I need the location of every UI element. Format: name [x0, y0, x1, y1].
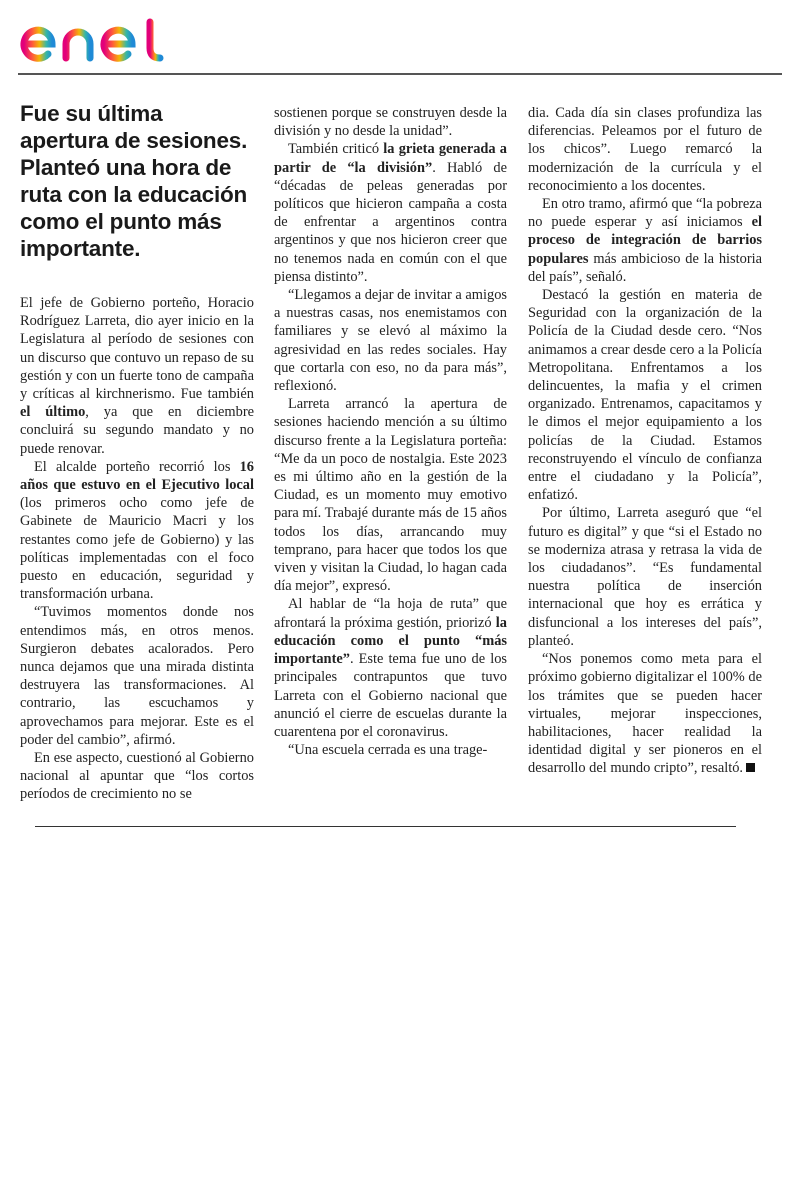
headline: Fue su última apertura de sesiones. Planteó una hora de ruta con la educación como el punto más importante. — [20, 101, 248, 261]
article-column-1 — [20, 100, 254, 804]
paragraph: dia. Cada día sin clases profundiza las diferencias. Peleamos por el futuro de los chicos”. Luego remarcó la modernización de la currícula y el reconocimiento a los docentes. — [528, 105, 762, 194]
paragraph: “Llegamos a dejar de invitar a amigos a nuestras casas, nos enemistamos con familiares y se elevó al máximo la agresividad en las redes sociales. Hay que cortarla con eso, no da para más”, reflexionó. — [274, 287, 507, 395]
paragraph: “Una escuela cerrada es una trage- — [288, 742, 488, 759]
paragraph: El jefe de Gobierno porteño, Horacio Rodríguez Larreta, dio ayer inicio en la Legislatura al período de sesiones con un discurso que contuvo un repaso de su gestión y con un fuerte tono de campaña y críticas al kirchnerismo. Fue también el último, ya que en diciembre concluirá su segundo mandato y no puede renovar. — [20, 295, 254, 457]
bottom-divider — [35, 826, 736, 827]
paragraph: Por último, Larreta aseguró que “el futuro es digital” y que “si el Estado no se moderniza atrasa y retrasa la vida de los ciudadanos”. “Es fundamental nuestra política de inserción internacional que hoy es errática y disfuncional a los intereses del país”, planteó. — [528, 505, 762, 649]
paragraph: En otro tramo, afirmó que “la pobreza no puede esperar y así iniciamos el proceso de integración de barrios populares más ambicioso de la historia del país”, señaló. — [528, 196, 762, 285]
paragraph: Al hablar de “la hoja de ruta” que afrontará la próxima gestión, priorizó la educación como el punto “más importante”. Este tema fue uno de los principales contrapuntos que tuvo Larreta con el Gobierno nacional que anunció el cierre de escuelas durante la cuarentena por el coronavirus. — [274, 596, 507, 740]
paragraph: “Nos ponemos como meta para el próximo gobierno digitalizar el 100% de los trámites que se pueden hacer virtuales, mejorar inspecciones, habilitaciones, hacer realidad la identidad digital y ser pioneros en el desarrollo del mundo cripto”, resaltó. — [528, 651, 762, 777]
paragraph: Larreta arrancó la apertura de sesiones haciendo mención a su último discurso frente a la Legislatura porteña: “Me da un poco de nostalgia. Este 2023 es mi último año en la gestión de la Ciudad, es un momento muy emotivo para mí. Trabajé durante más de 15 años todos los días, arrancando muy temprano, para hacer que todos los que viven y visitan la Ciudad, lo hagan cada día mejor”, expresó. — [274, 396, 507, 595]
paragraph: “Tuvimos momentos donde nos entendimos más, en otros menos. Surgieron debates acalorados. Pero nunca dejamos que una mirada distinta destruyera las transformaciones. Al contrario, las escuchamos y aprovechamos para mejorar. Este es el poder del cambio”, afirmó. — [20, 604, 254, 748]
paragraph: Destacó la gestión en materia de Seguridad con la organización de la Policía de la Ciudad desde cero. “Nos animamos a crear desde cero a la Policía Metropolitana. Enfrentamos a los delincuentes, la mafia y el crimen organizado. Entrenamos, capacitamos y le dimos el mejor equipamiento a los policías de la Ciudad. Estamos reconstruyendo el vínculo de confianza entre el ciudadano y la Policía”, enfatizó. — [528, 287, 762, 504]
paragraph: En ese aspecto, cuestionó al Gobierno nacional al apuntar que “los cortos períodos de crecimiento no se — [20, 750, 254, 803]
paragraph: El alcalde porteño recorrió los 16 años que estuvo en el Ejecutivo local (los primeros ocho como jefe de Gabinete de Mauricio Macri y los restantes como jefe de Gobierno) y las políticas implementadas con el foco puesto en educación, seguridad y transformación urbana. — [20, 458, 254, 603]
page-header — [0, 0, 800, 76]
paragraph: sostienen porque se construyen desde la división y no desde la unidad”. — [274, 105, 507, 140]
header-divider — [18, 73, 782, 75]
end-of-article-mark — [746, 763, 755, 772]
enel-logo — [18, 14, 168, 66]
paragraph: También criticó la grieta generada a partir de “la división”. Habló de “décadas de peleas generadas por políticos que hicieron campaña a costa de enfrentar a argentinos contra argentinos y que nos hicieron creer que no tenemos nada en común con el que piensa distinto”. — [274, 141, 508, 285]
article-column-3 — [528, 104, 762, 778]
article-column-2 — [274, 104, 507, 759]
